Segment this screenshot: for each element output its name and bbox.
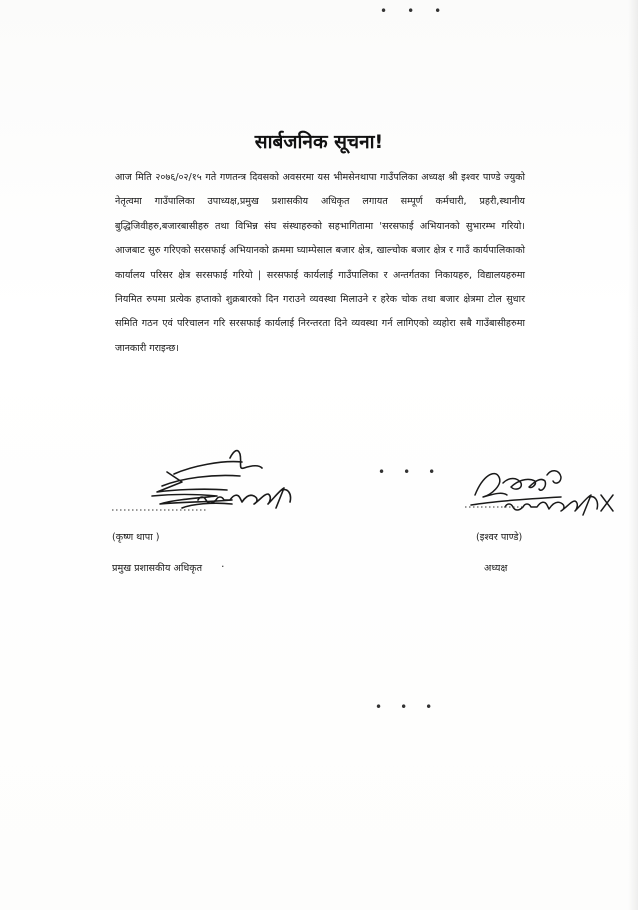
stray-mark: ·: [221, 560, 225, 573]
handwritten-date-stroke: [505, 495, 613, 515]
bottom-dot-marks: •••: [375, 700, 451, 714]
handwritten-date-stroke: [198, 488, 291, 508]
signature-stroke: [475, 474, 507, 497]
signature-stroke: [547, 471, 561, 483]
right-signature-image: [465, 455, 620, 530]
signature-stroke: [230, 451, 262, 469]
signature-stroke: [471, 497, 561, 505]
notice-body: आज मिति २०७६/०२/१५ गते गणतन्त्र दिवसको अवसरमा यस भीमसेनथापा गाउँपलिका अध्यक्ष श्री इश्वर पाण्डे ज्युको नेतृत्वमा गाउँपालिका उपाध्यक्ष,प्रमुख प्रशासकीय अधिकृत लगायत सम्पूर्ण कर्मचारी, प्रहरी,स्थानीय बुद्धिजिवीहरु,बजारबासीहरु तथा विभिन्न संघ संस्थाहरुको सहभागितामा 'सरसफाई अभियानको सुभारम्भ गरियो।आजबाट सुरु गरिएको सरसफाई अभियानको क्रममा घ्याम्पेसाल बजार क्षेत्र, खाल्चोक बजार क्षेत्र र गाउँ कार्यपालिकाको कार्यालय परिसर क्षेत्र सरसफाई गरियो | सरसफाई कार्यलाई गाउँपालिका र अन्तर्गतका निकायहरु, विद्यालयहरुमा नियमित रुपमा प्रत्येक हप्ताको शुक्रबारको दिन गराउने व्यवस्था मिलाउने र हरेक चोक तथा बजार क्षेत्रमा टोल सुधार समिति गठन एवं परिचालन गरि सरसफाई कार्यलाई निरन्तरता दिने व्यवस्था गर्न लागिएको व्यहोरा सबै गाउँबासीहरुमा जानकारी गराइन्छ।: [115, 172, 525, 354]
left-signatory-name: (कृष्ण थापा ): [112, 532, 160, 543]
signature-stroke: [182, 503, 232, 508]
signature-stroke: [503, 479, 545, 491]
left-signature-image: [112, 438, 312, 528]
signature-stroke: [174, 462, 242, 474]
right-signatory-role: अध्यक्ष: [484, 563, 508, 574]
right-signatory-name: (इश्वर पाण्डे): [476, 532, 523, 543]
top-dot-marks: •••: [380, 4, 462, 18]
notice-title: सार्बजनिक सूचना!: [254, 131, 384, 153]
left-signatory-role: प्रमुख प्रशासकीय अधिकृत: [112, 563, 203, 574]
middle-dot-marks: •••: [378, 465, 454, 479]
